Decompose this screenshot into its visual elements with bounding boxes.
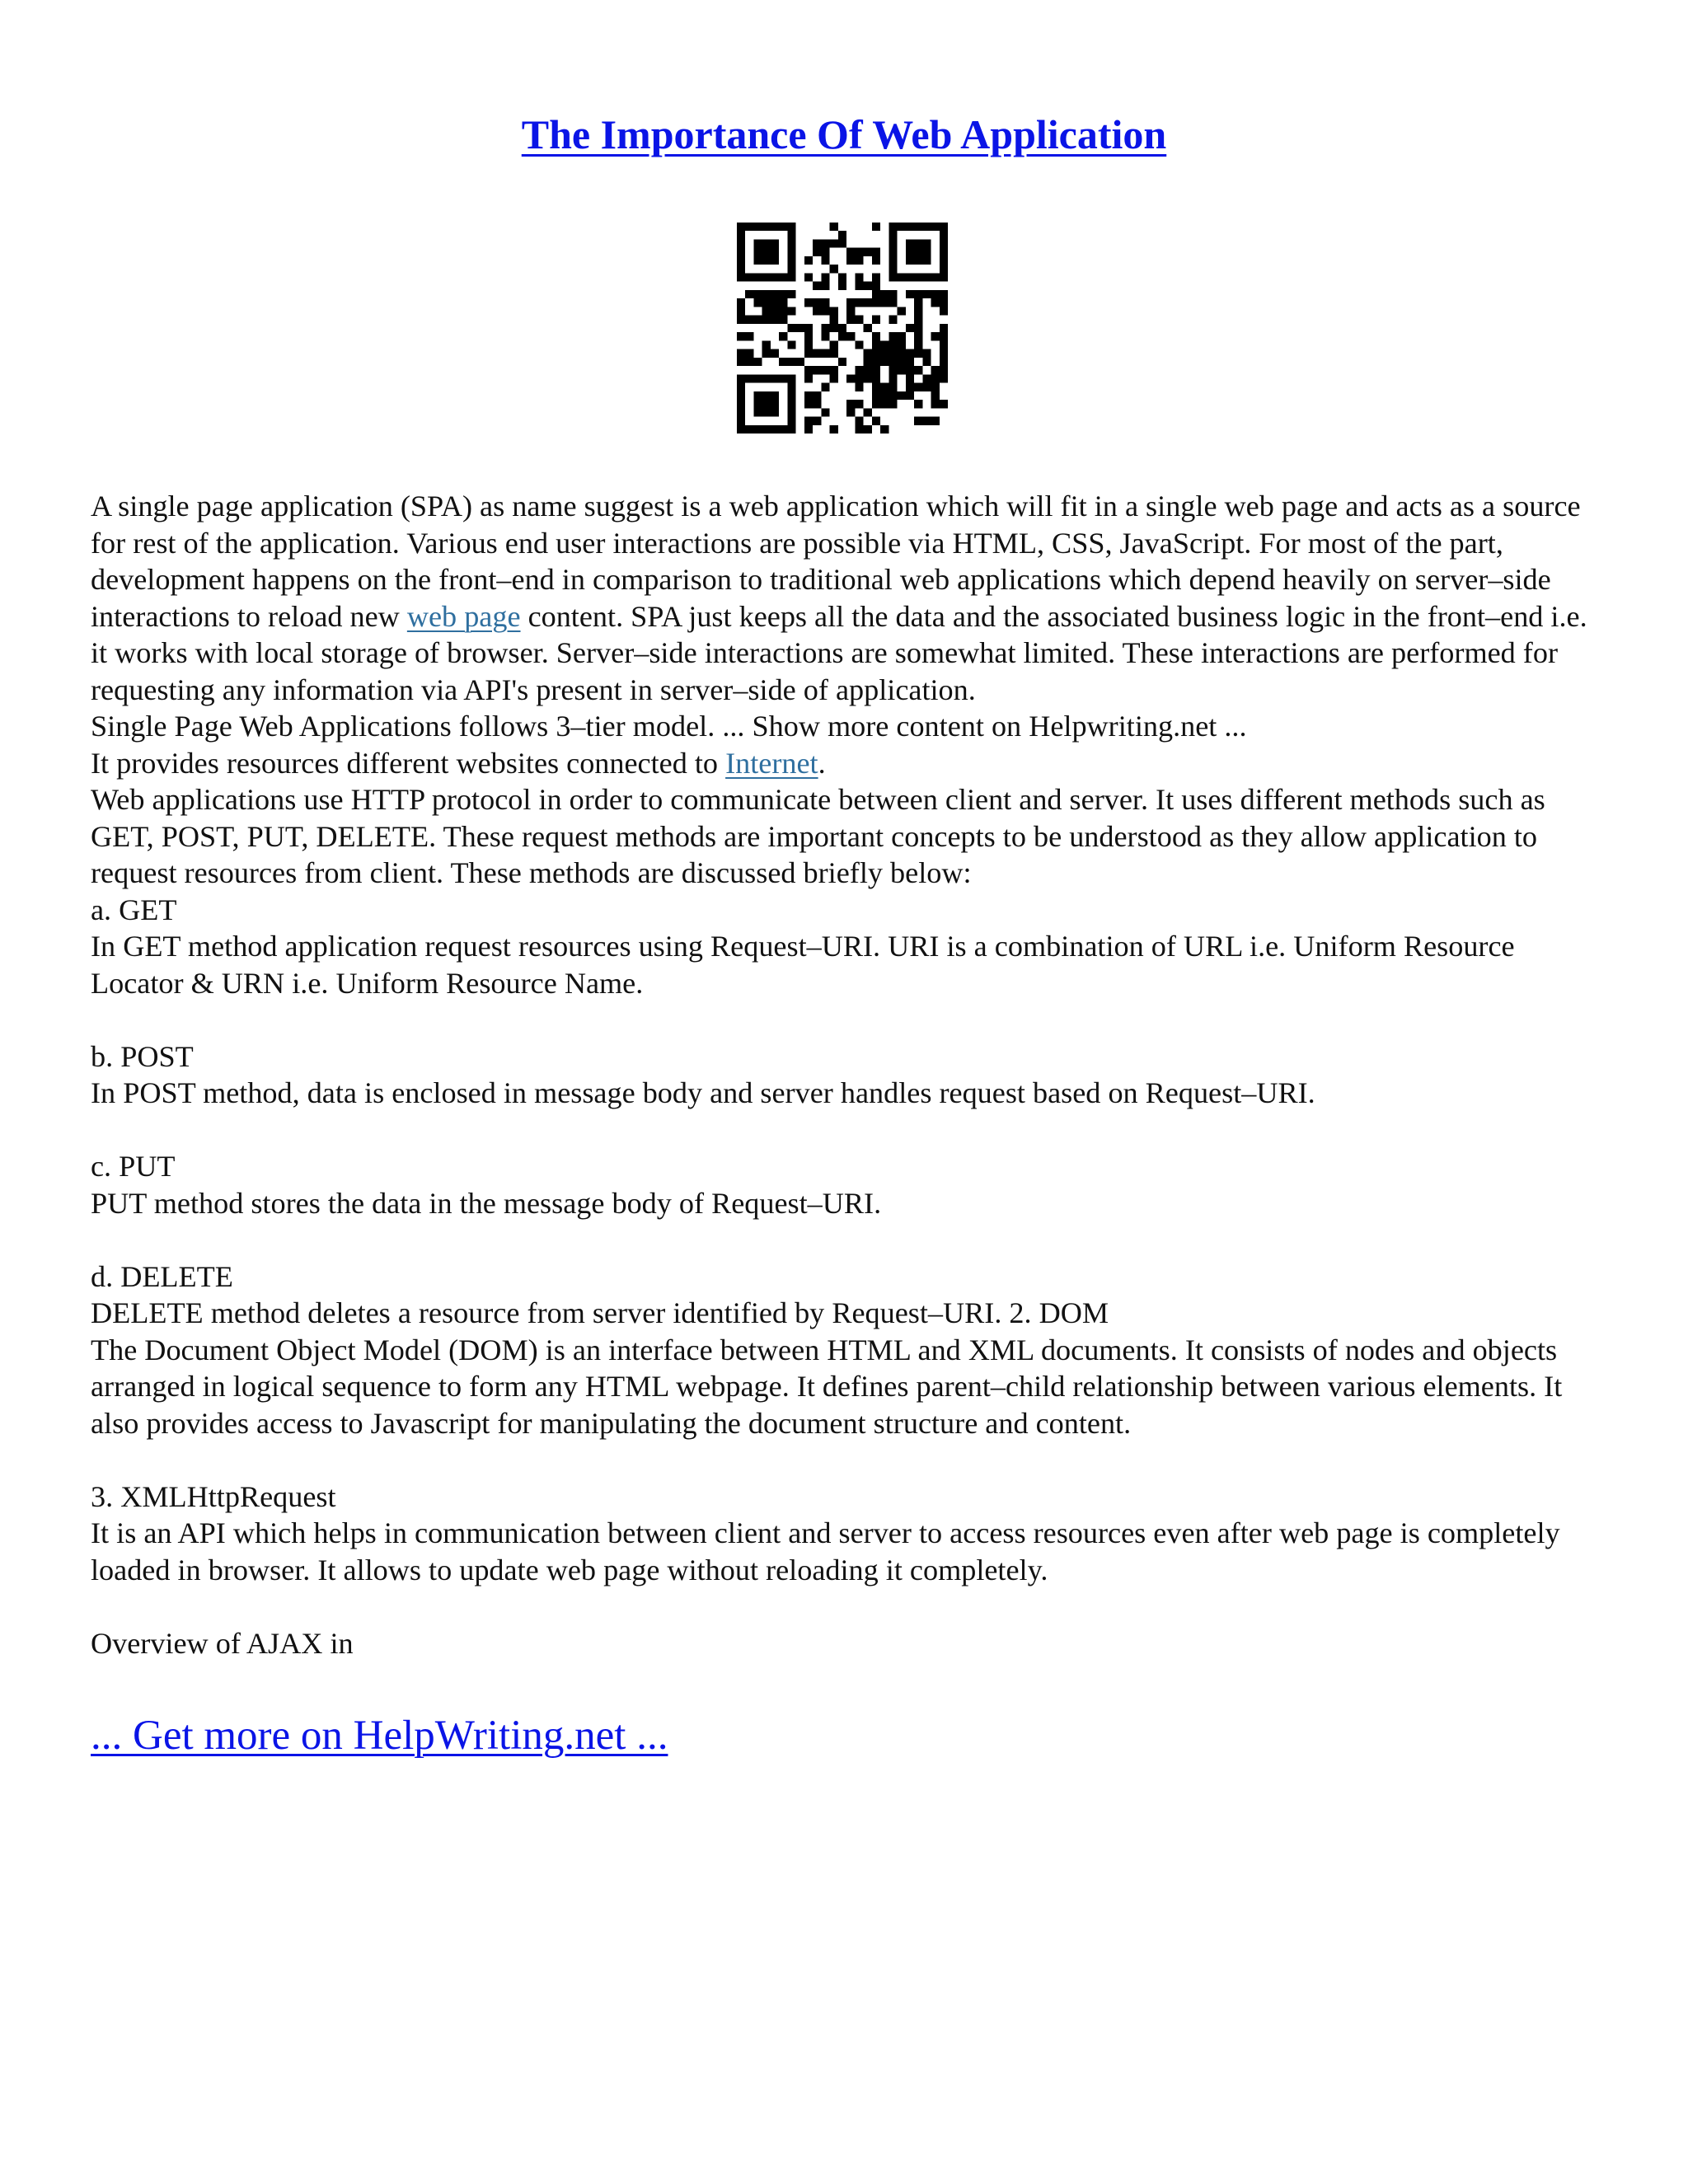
spacer — [91, 1588, 1607, 1625]
spacer — [91, 1112, 1607, 1149]
paragraph-get: In GET method application request resources using Request–URI. URI is a combination of URL i.e. Uniform Resource Locator & URN i.e. Uniform Resource Name. — [91, 930, 1515, 1000]
paragraph-delete: DELETE method deletes a resource from server identified by Request–URI. 2. DOM — [91, 1296, 1109, 1329]
paragraph-http: Web applications use HTTP protocol in order to communicate between client and server. It uses different methods such as GET, POST, PUT, DELETE. These request methods are important concepts to be understood as they allow application to request resources from client. These methods are discussed briefly below: — [91, 783, 1545, 889]
paragraph-ajax: Overview of AJAX in — [91, 1626, 354, 1660]
internet-link[interactable]: Internet — [725, 746, 818, 780]
heading-delete: d. DELETE — [91, 1259, 233, 1293]
spacer — [91, 1221, 1607, 1258]
spacer — [91, 1441, 1607, 1479]
heading-xhr: 3. XMLHttpRequest — [91, 1479, 336, 1513]
qr-code-icon — [737, 223, 948, 434]
paragraph-dom: The Document Object Model (DOM) is an interface between HTML and XML documents. It consists of nodes and objects arranged in logical sequence to form any HTML webpage. It defines parent–child relationship between various elements. It also provides access to Javascript for manipulating the document structure and content. — [91, 1333, 1563, 1440]
heading-get: a. GET — [91, 893, 177, 926]
paragraph-spa: A single page application (SPA) as name suggest is a web application which will fit in a single web page and acts as a source for rest of the application. Various end user interactions are possible via HTML, CSS, JavaScript. For most of the part, development happens on the front–end in comparison to traditional web applications which depend heavily on server–side interactions to reload new web page content. SPA just keeps all the data and the associated business logic in the front–end i.e. it works with local storage of browser. Server–side interactions are somewhat limited. These interactions are performed for requesting any information via API's present in server–side of application. — [91, 490, 1587, 706]
more-link-container — [91, 1709, 668, 1762]
heading-post: b. POST — [91, 1039, 194, 1073]
spacer — [91, 1001, 1607, 1038]
paragraph-xhr: It is an API which helps in communication between client and server to access resources even after web page is completely loaded in browser. It allows to update web page without reloading it completely. — [91, 1516, 1560, 1586]
get-more-link[interactable]: ... Get more on HelpWriting.net ... — [91, 1713, 668, 1759]
paragraph-post: In POST method, data is enclosed in message body and server handles request based on Request–URI. — [91, 1076, 1315, 1109]
paragraph-put: PUT method stores the data in the message body of Request–URI. — [91, 1186, 882, 1220]
qr-code-graphic — [737, 223, 948, 434]
article-body — [91, 488, 1607, 1661]
heading-put: c. PUT — [91, 1150, 176, 1183]
web-page-link[interactable]: web page — [406, 599, 521, 633]
paragraph-resources: It provides resources different websites connected to Internet. — [91, 746, 826, 780]
page-title — [0, 105, 1688, 163]
paragraph-three-tier: Single Page Web Applications follows 3–tier model. ... Show more content on Helpwriting.net ... — [91, 710, 1247, 743]
title-link[interactable]: The Importance Of Web Application — [521, 111, 1167, 157]
